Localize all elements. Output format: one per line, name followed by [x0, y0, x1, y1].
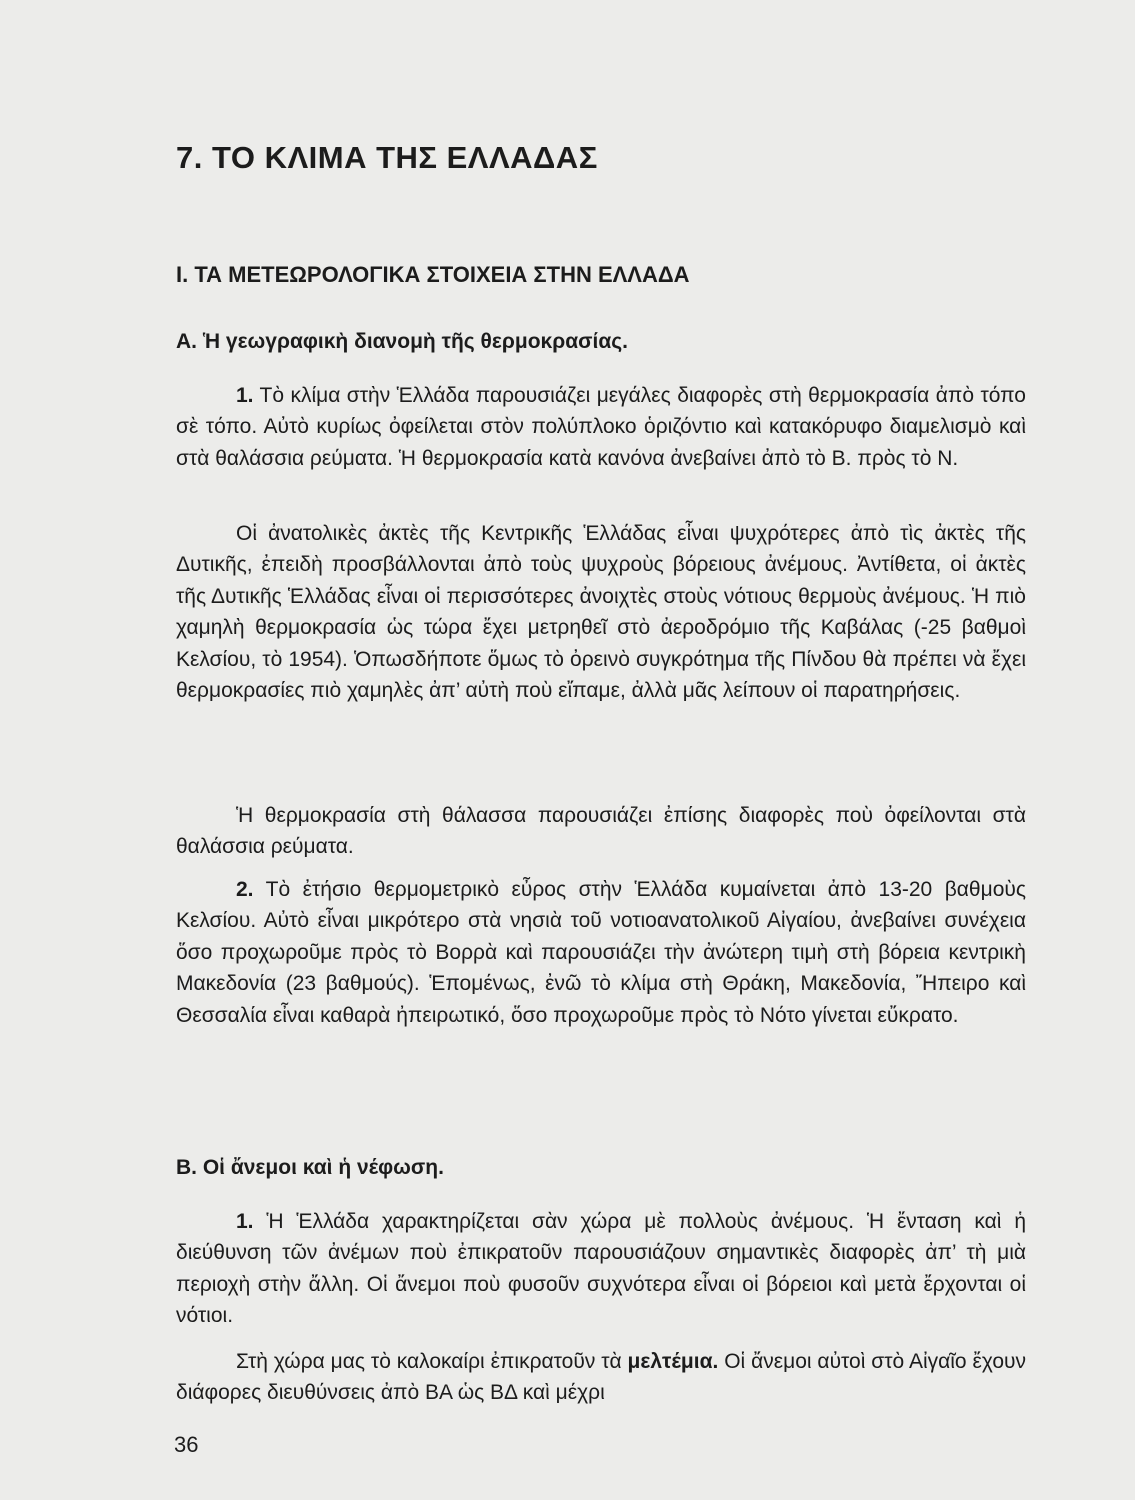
paragraph-a1-text: Τὸ κλίμα στὴν Ἑλλάδα παρουσιάζει μεγάλες διαφορὲς στὴ θερμοκρασία ἀπὸ τόπο σὲ τόπο. Αὐτὸ κυρίως ὀφείλεται στὸν πολύπλοκο ὁριζόντιο καὶ κατακόρυφο διαμελισμὸ καὶ στὰ θαλάσσια ρεύματα. Ἡ θερμοκρασία κατὰ κανόνα ἀνεβαίνει ἀπὸ τὸ Β. πρὸς τὸ Ν. [176, 384, 1026, 470]
paragraph-b2-text-end: Οἱ ἄνεμοι αὐτοὶ στὸ Αἰγαῖο ἔχουν διάφορες διευθύνσεις ἀπὸ ΒΑ ὡς ΒΔ καὶ μέχρι [176, 1350, 1026, 1405]
paragraph-a3: Ἡ θερμοκρασία στὴ θάλασσα παρουσιάζει ἐπίσης διαφορὲς ποὺ ὀφείλονται στὰ θαλάσσια ρεύματα. [176, 804, 1026, 859]
paragraph-b1-number: 1. [236, 1210, 254, 1233]
subsection-b-heading: Β. Οἱ ἄνεμοι καὶ ἡ νέφωση. [176, 1156, 444, 1179]
paragraph-b2-text-start: Στὴ χώρα μας τὸ καλοκαίρι ἐπικρατοῦν τὰ [236, 1350, 628, 1373]
paragraph-a1-number: 1. [236, 384, 254, 407]
paragraph-b1-text: Ἡ Ἑλλάδα χαρακτηρίζεται σὰν χώρα μὲ πολλοὺς ἀνέμους. Ἡ ἔνταση καὶ ἡ διεύθυνση τῶν ἀνέμων ποὺ ἐπικρατοῦν παρουσιάζουν σημαντικὲς διαφορὲς ἀπ’ τὴ μιὰ περιοχὴ στὴν ἄλλη. Οἱ ἄνεμοι ποὺ φυσοῦν συχνότερα εἶναι οἱ βόρειοι καὶ μετὰ ἔρχονται οἱ νότιοι. [176, 1210, 1026, 1328]
paragraph-b1 [176, 1206, 1026, 1332]
paragraph-b2 [176, 1346, 1026, 1409]
paragraph-a4 [176, 874, 1026, 1031]
paragraph-a4-text: Τὸ ἐτήσιο θερμομετρικὸ εὖρος στὴν Ἑλλάδα κυμαίνεται ἀπὸ 13-20 βαθμοὺς Κελσίου. Αὐτὸ εἶναι μικρότερο στὰ νησιὰ τοῦ νοτιοανατολικοῦ Αἰγαίου, ἀνεβαίνει συνέχεια ὅσο προχωροῦμε πρὸς τὸ Βορρὰ καὶ παρουσιάζει τὴν ἀνώτερη τιμὴ στὴ βόρεια κεντρικὴ Μακεδονία (23 βαθμούς). Ἑπομένως, ἐνῶ τὸ κλίμα στὴ Θράκη, Μακεδονία, Ἤπειρο καὶ Θεσσαλία εἶναι καθαρὰ ἠπειρωτικό, ὅσο προχωροῦμε πρὸς τὸ Νότο γίνεται εὔκρατο. [176, 878, 1026, 1027]
paragraph-a2: Οἱ ἀνατολικὲς ἀκτὲς τῆς Κεντρικῆς Ἑλλάδας εἶναι ψυχρότερες ἀπὸ τὶς ἀκτὲς τῆς Δυτικῆς, ἐπειδὴ προσβάλλονται ἀπὸ τοὺς ψυχροὺς βόρειους ἀνέμους. Ἀντίθετα, οἱ ἀκτὲς τῆς Δυτικῆς Ἑλλάδας εἶναι οἱ περισσότερες ἀνοιχτὲς στοὺς νότιους θερμοὺς ἀνέμους. Ἡ πιὸ χαμηλὴ θερμοκρασία ὡς τώρα ἔχει μετρηθεῖ στὸ ἀεροδρόμιο τῆς Καβάλας (-25 βαθμοὶ Κελσίου, τὸ 1954). Ὁπωσδήποτε ὅμως τὸ ὀρεινὸ συγκρότημα τῆς Πίνδου θὰ πρέπει νὰ ἔχει θερμοκρασίες πιὸ χαμηλὲς ἀπ’ αὐτὴ ποὺ εἴπαμε, ἀλλὰ μᾶς λείπουν οἱ παρατηρήσεις. [176, 522, 1026, 703]
section-title: Ι. ΤΑ ΜΕΤΕΩΡΟΛΟΓΙΚΑ ΣΤΟΙΧΕΙΑ ΣΤΗΝ ΕΛΛΑΔΑ [176, 262, 690, 287]
paragraph-a1 [176, 380, 1026, 474]
paragraph-b2-bold-term: μελτέμια. [627, 1350, 719, 1373]
paragraph-a4-number: 2. [236, 878, 254, 901]
subsection-a-heading: Α. Ἡ γεωγραφικὴ διανομὴ τῆς θερμοκρασίας. [176, 330, 628, 353]
chapter-title: 7. ΤΟ ΚΛΙΜΑ ΤΗΣ ΕΛΛΑΔΑΣ [176, 140, 598, 175]
page-number: 36 [174, 1432, 199, 1457]
